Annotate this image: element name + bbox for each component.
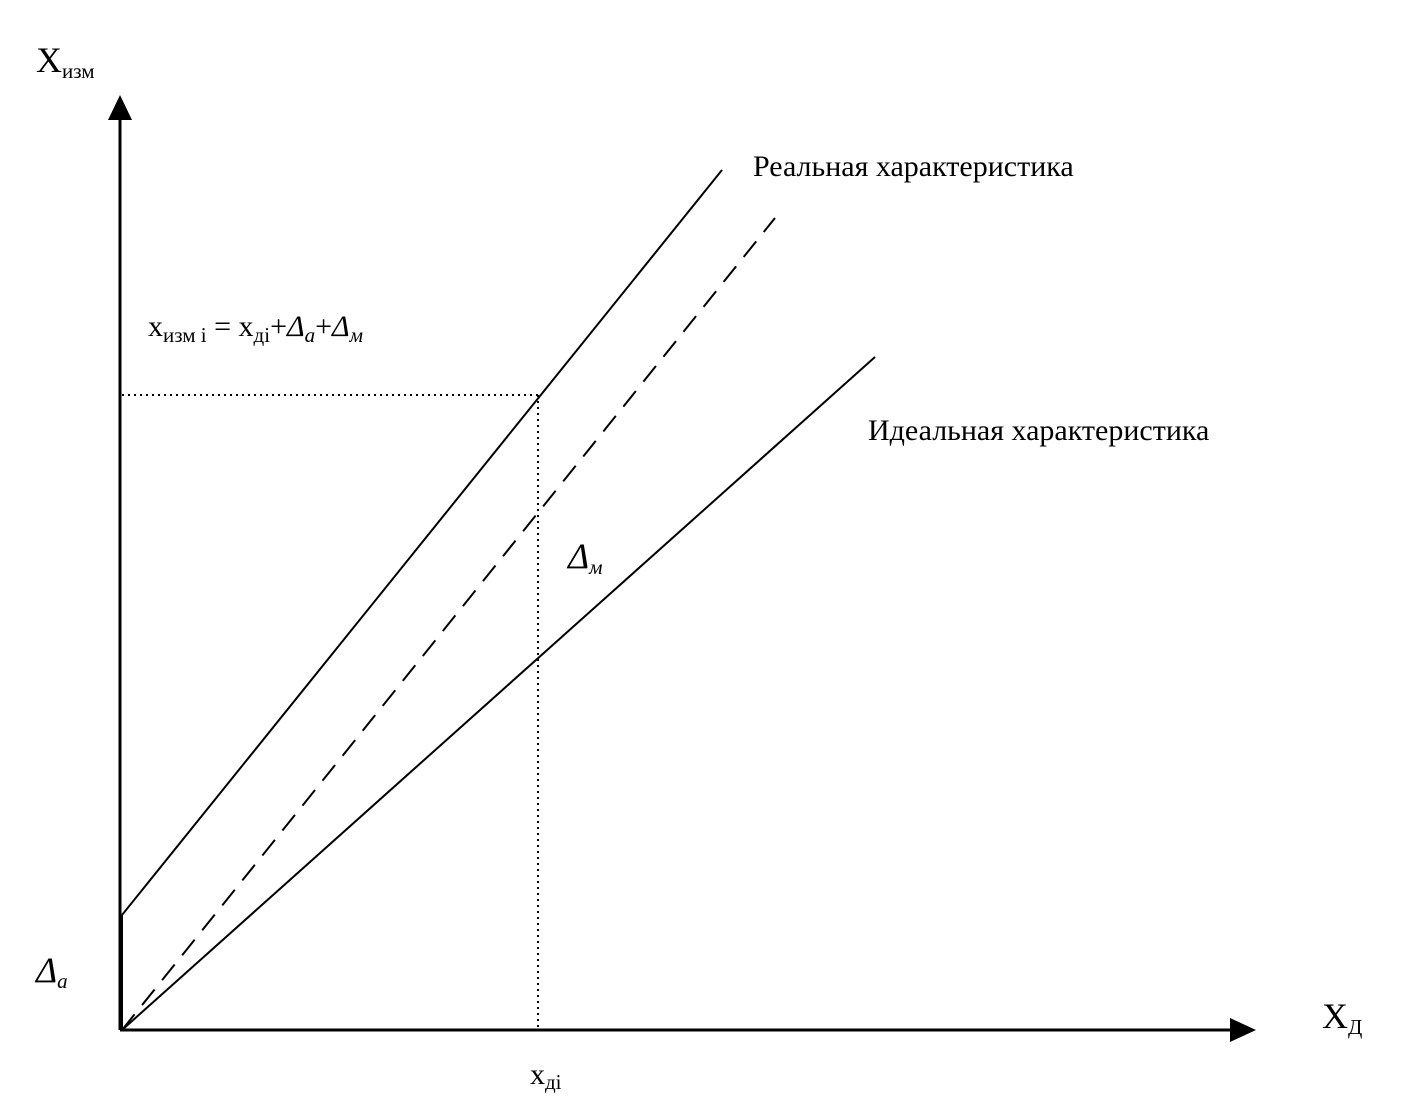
- y-axis-arrowhead: [108, 95, 132, 120]
- x-axis-arrowhead: [1230, 1018, 1256, 1042]
- y-axis-label: Xизм: [36, 40, 95, 83]
- real-characteristic-label: Реальная характеристика: [753, 150, 1074, 183]
- ideal-characteristic-line: [122, 357, 875, 1030]
- ideal-characteristic-label: Идеальная характеристика: [868, 414, 1210, 447]
- x-axis-label: XД: [1322, 996, 1363, 1039]
- real-characteristic-line: [122, 170, 722, 915]
- measurement-formula: $x_{изм i} = x_{дi}+\Delta_a+\Delta_м$: [148, 310, 364, 347]
- delta-m-label: Δм: [568, 536, 603, 579]
- delta-a-label: Δa: [36, 950, 68, 993]
- x-tick-label: xдi: [530, 1058, 562, 1094]
